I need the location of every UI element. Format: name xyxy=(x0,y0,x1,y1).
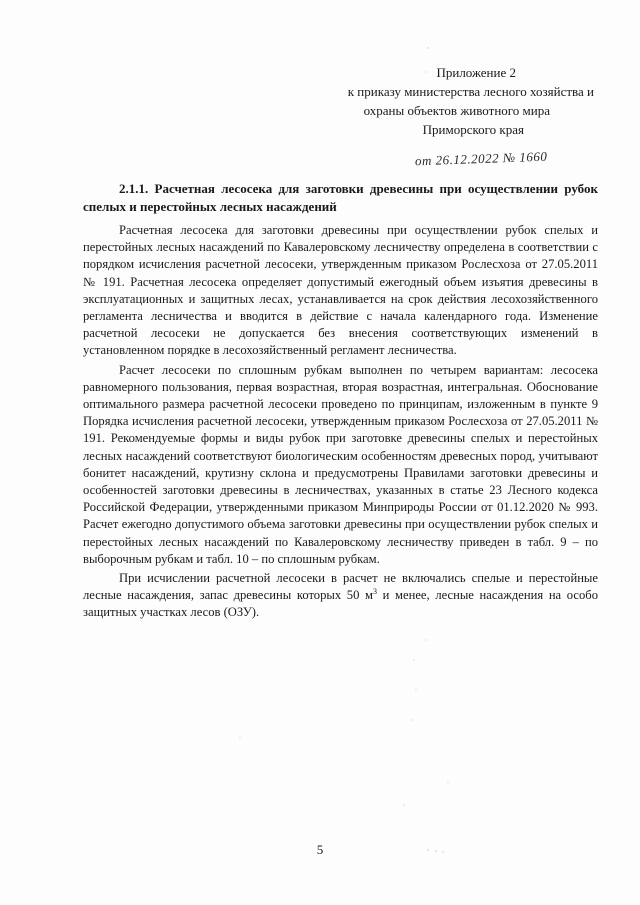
handwritten-date-number: от 26.12.2022 № 1660 xyxy=(414,148,548,169)
paragraph-2: Расчет лесосеки по сплошным рубкам выполнен по четырем вариантам: лесосека равномерного пользования, первая возрастная, вторая возрастная, интегральная. Обоснование оптимального размера расчетной лесосеки проведено по принципам, изложенным в пункте 9 Порядка исчисления расчетной лесосеки, утвержденным приказом Рослесхоза от 27.05.2011 № 191. Рекомендуемые формы и виды рубок при заготовке древесины спелых и перестойных лесных насаждений соответствуют биологическим особенностям древесных пород, учитывают бонитет насаждений, крутизну склона и предусмотрены Правилами заготовки древесины и особенностей заготовки древесины в лесничествах, указанных в статье 23 Лесного кодекса Российской Федерации, утвержденными приказом Минприроды России от 01.12.2020 № 993. Расчет ежегодно допустимого объема заготовки древесины при осуществлении рубок спелых и перестойных лесных насаждений по Кавалеровскому лесничеству приведен в табл. 9 – по выборочным рубкам и табл. 10 – по сплошным рубкам. xyxy=(83,362,598,566)
paragraph-3-text: При исчислении расчетной лесосеки в расчет не включались спелые и перестойные лесные насаждения, запас древесины которых 50 м xyxy=(83,571,598,603)
region-name: Приморского края xyxy=(422,122,524,137)
paragraph-1: Расчетная лесосека для заготовки древесины при осуществлении рубок спелых и перестойных лесных насаждений по Кавалеровскому лесничеству определена в соответствии с порядком исчисления расчетной лесосеки, утвержденным приказом Рослесхоза от 27.05.2011 № 191. Расчетная лесосека определяет допустимый ежегодный объем изъятия древесины в эксплуатационных и защитных лесах, устанавливается на срок действия лесохозяйственного регламента лесничества и вводится в действие с начала календарного года. Изменение расчетной лесосеки не допускается без внесения соответствующих изменений в установленном порядке в лесохозяйственный регламент лесничества. xyxy=(83,223,598,358)
appendix-number: Приложение 2 xyxy=(436,65,516,80)
order-reference: к приказу министерства лесного хозяйства и xyxy=(347,84,594,99)
order-reference-cont: охраны объектов животного мира xyxy=(363,103,550,118)
section-heading: 2.1.1. Расчетная лесосека для заготовки древесины при осуществлении рубок спелых и перестойных лесных насаждений xyxy=(83,181,598,214)
paragraph-3 xyxy=(83,570,598,622)
page-number: 5 xyxy=(316,842,324,857)
appendix-header xyxy=(304,63,594,139)
document-body xyxy=(83,180,598,622)
paragraph-3-text-end: и менее, лесные насаждения на особо защитных участках лесов (ОЗУ). xyxy=(83,588,598,620)
cubic-superscript: 3 xyxy=(373,587,378,597)
